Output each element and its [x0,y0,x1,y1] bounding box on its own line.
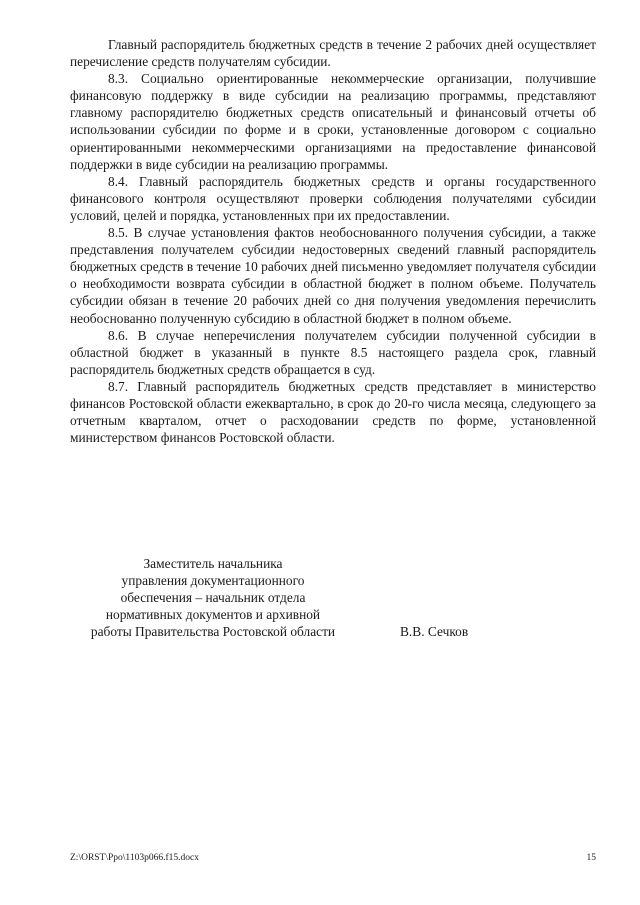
signatory-title-line: нормативных документов и архивной [105,607,321,623]
signatory-title-line: обеспечения – начальник отдела [120,590,306,606]
signatory-title-line: Заместитель начальника [143,556,283,571]
paragraph-8-7: 8.7. Главный распорядитель бюджетных средств представляет в министерство финансов Ростовской области ежеквартально, в срок до 20-го числа месяца, следующего за отчетным кварталом, отчет о расходовании средств по форме, установленной министерством финансов Ростовской области. [70,378,596,446]
paragraph-transfer: Главный распорядитель бюджетных средств в течение 2 рабочих дней осуществляет перечисление средств получателям субсидии. [70,37,596,70]
signatory-title-line: работы Правительства Ростовской области [90,624,336,640]
paragraph-8-5: 8.5. В случае установления фактов необоснованного получения субсидии, а также представления получателем субсидии недостоверных сведений главный распорядитель бюджетных средств в течение 10 рабочих дней письменно уведомляет получателя субсидии о необходимости возврата субсидии в областной бюджет в полном объеме. Получатель субсидии обязан в течение 20 рабочих дней со дня получения уведомления перечислить необоснованно полученную субсидию в областной бюджет в полном объеме. [70,225,596,326]
signature-block [70,555,596,640]
signatory-name: В.В. Сечков [400,624,469,640]
paragraph-8-6: 8.6. В случае неперечисления получателем субсидии полученной субсидии в областной бюджет в указанный в пункте 8.5 настоящего раздела срок, главный распорядитель бюджетных средств обращается в суд. [70,327,596,377]
page-number: 15 [586,853,596,863]
signatory-title [70,555,356,640]
document-body [70,36,596,446]
paragraph-8-4: 8.4. Главный распорядитель бюджетных средств и органы государственного финансового контроля осуществляют проверки соблюдения получателями субсидии условий, целей и порядка, установленных при их предоставлении. [70,173,596,223]
footer-file-path: Z:\ORST\Ppo\1103p066.f15.docx [70,853,199,863]
signatory-title-line: управления документационного [121,573,305,589]
paragraph-8-3: 8.3. Социально ориентированные некоммерческие организации, получившие финансовую поддержку в виде субсидии на реализацию программы, представляют главному распорядителю бюджетных средств описательный и финансовый отчеты об использовании субсидии по форме и в сроки, установленные договором с социально ориентированными некоммерческими организациями на предоставление финансовой поддержки в виде субсидии на реализацию программы. [70,71,596,172]
